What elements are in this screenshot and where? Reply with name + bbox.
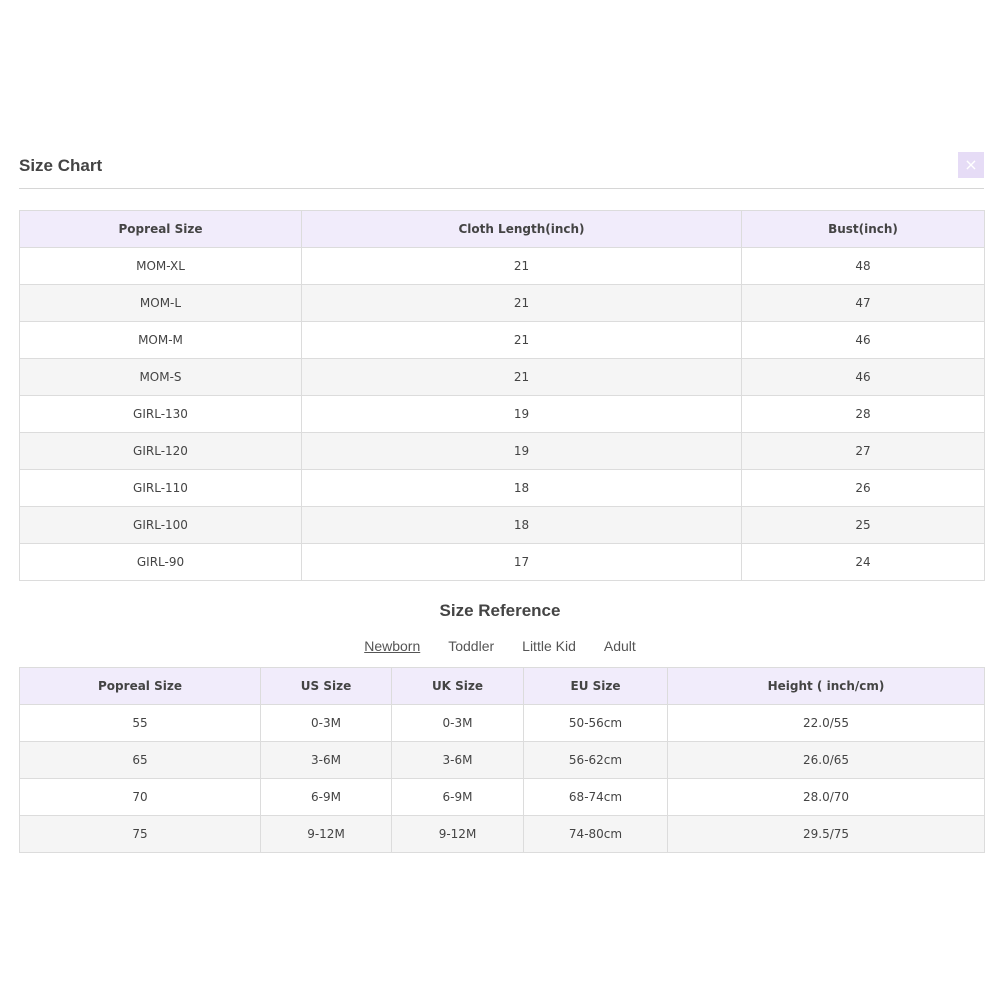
size-reference-title: Size Reference xyxy=(439,601,561,620)
tab-little-kid[interactable]: Little Kid xyxy=(522,638,576,654)
table-row xyxy=(20,470,985,507)
table-cell: 22.0/55 xyxy=(668,705,985,742)
table-cell: 26 xyxy=(742,470,985,507)
table-row xyxy=(20,322,985,359)
table-cell: 19 xyxy=(302,433,742,470)
table-row xyxy=(20,396,985,433)
table-row xyxy=(20,742,985,779)
table-cell: 19 xyxy=(302,396,742,433)
table-cell: 70 xyxy=(20,779,261,816)
table-cell: 75 xyxy=(20,816,261,853)
table-cell: GIRL-90 xyxy=(20,544,302,581)
column-header: Cloth Length(inch) xyxy=(302,211,742,248)
table-cell: 46 xyxy=(742,322,985,359)
table-cell: 55 xyxy=(20,705,261,742)
table-cell: 24 xyxy=(742,544,985,581)
table-cell: 9-12M xyxy=(392,816,524,853)
table-row xyxy=(20,248,985,285)
table-cell: 68-74cm xyxy=(524,779,668,816)
column-header: EU Size xyxy=(524,668,668,705)
column-header: Popreal Size xyxy=(20,211,302,248)
column-header: Bust(inch) xyxy=(742,211,985,248)
table-header-row xyxy=(20,211,985,248)
column-header: US Size xyxy=(261,668,392,705)
table-row xyxy=(20,816,985,853)
tab-newborn[interactable]: Newborn xyxy=(364,638,421,654)
table-cell: 0-3M xyxy=(392,705,524,742)
table-cell: 9-12M xyxy=(261,816,392,853)
table-cell: 74-80cm xyxy=(524,816,668,853)
table-cell: 47 xyxy=(742,285,985,322)
size-reference-table xyxy=(19,667,985,853)
table-cell: GIRL-110 xyxy=(20,470,302,507)
table-cell: MOM-M xyxy=(20,322,302,359)
size-chart-table xyxy=(19,210,985,581)
table-cell: GIRL-100 xyxy=(20,507,302,544)
table-row xyxy=(20,285,985,322)
table-cell: GIRL-120 xyxy=(20,433,302,470)
table-cell: 21 xyxy=(302,322,742,359)
close-icon[interactable]: × xyxy=(958,152,984,178)
column-header: UK Size xyxy=(392,668,524,705)
table-row xyxy=(20,705,985,742)
table-cell: 50-56cm xyxy=(524,705,668,742)
table-row xyxy=(20,433,985,470)
table-cell: 26.0/65 xyxy=(668,742,985,779)
table-cell: 56-62cm xyxy=(524,742,668,779)
page-title: Size Chart xyxy=(19,156,103,175)
table-cell: 29.5/75 xyxy=(668,816,985,853)
table-cell: GIRL-130 xyxy=(20,396,302,433)
table-cell: 3-6M xyxy=(261,742,392,779)
table-cell: 0-3M xyxy=(261,705,392,742)
tab-toddler[interactable]: Toddler xyxy=(448,638,495,654)
table-cell: 28 xyxy=(742,396,985,433)
table-row xyxy=(20,544,985,581)
table-cell: 6-9M xyxy=(392,779,524,816)
table-cell: MOM-S xyxy=(20,359,302,396)
table-cell: 65 xyxy=(20,742,261,779)
size-chart-header xyxy=(19,150,984,189)
table-cell: 25 xyxy=(742,507,985,544)
table-cell: 27 xyxy=(742,433,985,470)
table-header-row xyxy=(20,668,985,705)
table-cell: 17 xyxy=(302,544,742,581)
table-cell: 21 xyxy=(302,359,742,396)
tab-adult[interactable]: Adult xyxy=(603,638,636,654)
table-cell: MOM-XL xyxy=(20,248,302,285)
table-cell: 48 xyxy=(742,248,985,285)
table-cell: 3-6M xyxy=(392,742,524,779)
table-cell: 21 xyxy=(302,248,742,285)
table-cell: 18 xyxy=(302,470,742,507)
table-cell: 18 xyxy=(302,507,742,544)
table-cell: MOM-L xyxy=(20,285,302,322)
table-row xyxy=(20,507,985,544)
column-header: Height ( inch/cm) xyxy=(668,668,985,705)
table-cell: 6-9M xyxy=(261,779,392,816)
size-reference-tabs xyxy=(0,638,1000,654)
table-cell: 21 xyxy=(302,285,742,322)
table-row xyxy=(20,779,985,816)
table-row xyxy=(20,359,985,396)
column-header: Popreal Size xyxy=(20,668,261,705)
table-cell: 28.0/70 xyxy=(668,779,985,816)
table-cell: 46 xyxy=(742,359,985,396)
